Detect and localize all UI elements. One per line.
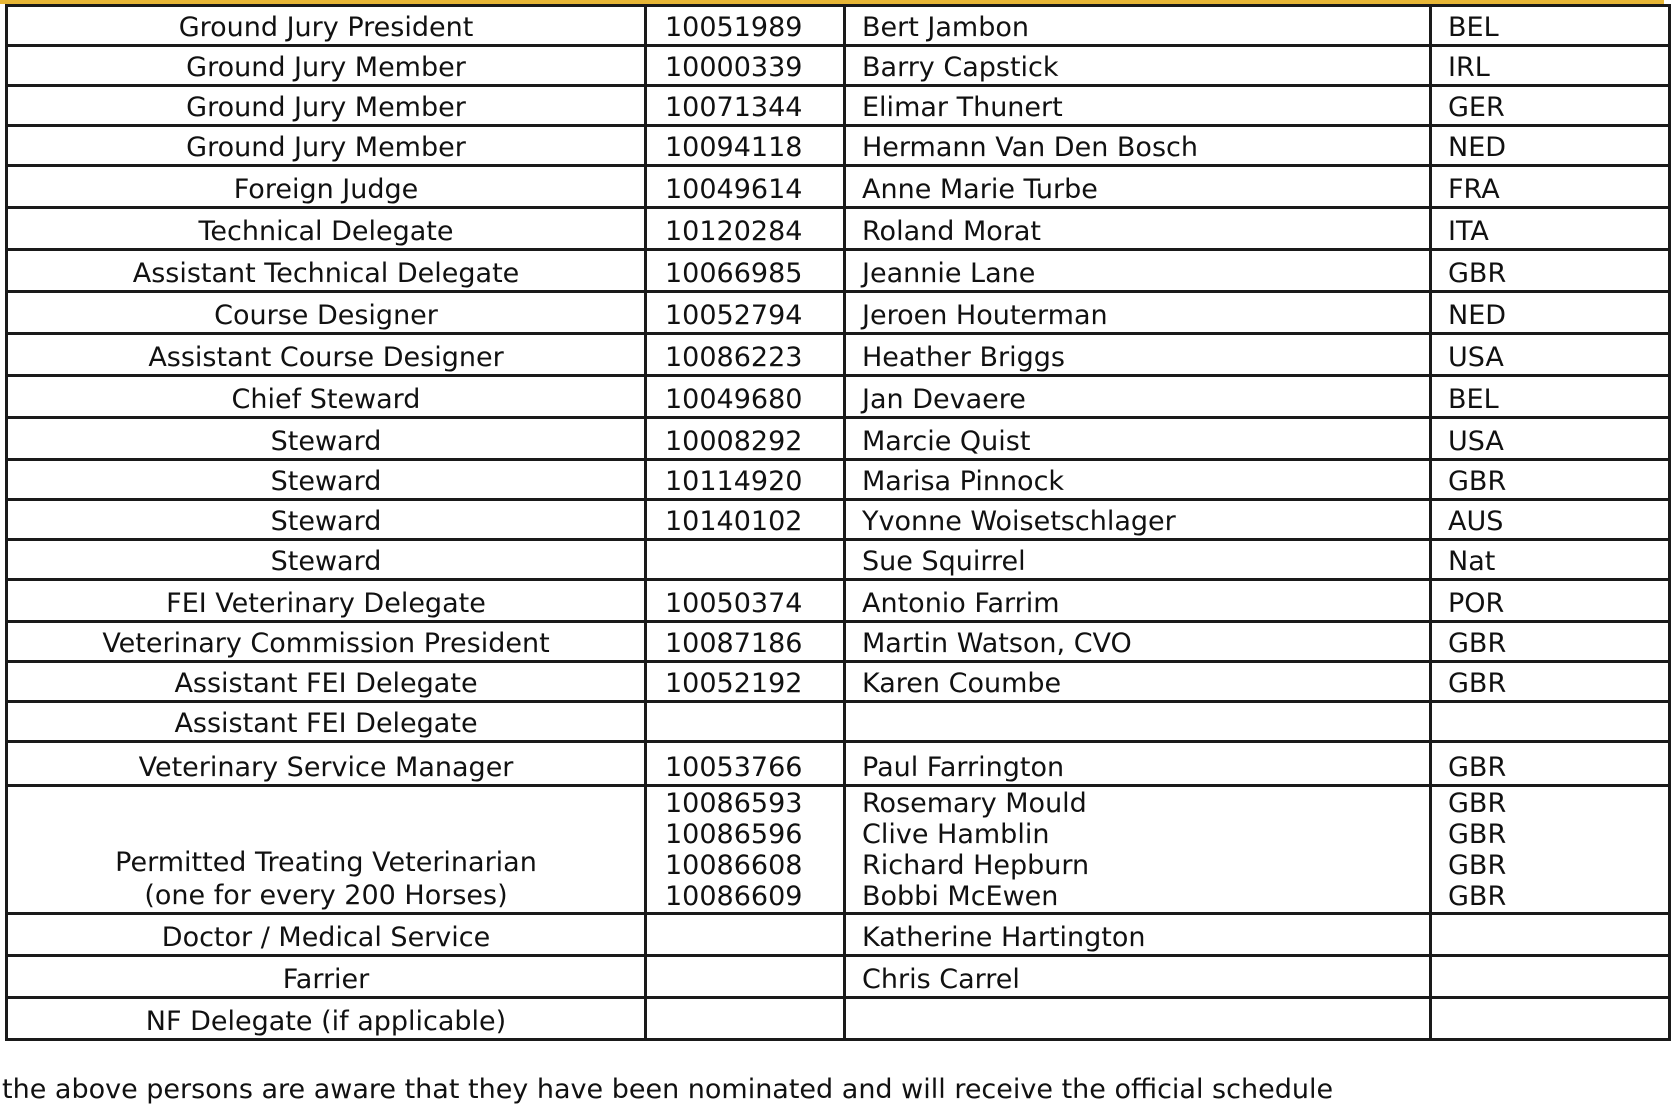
footnote-strip xyxy=(0,1074,1664,1105)
table-row xyxy=(7,998,1670,1040)
name-cell: Jeannie Lane xyxy=(845,250,1431,292)
nation-cell: USA xyxy=(1431,334,1670,376)
table-row xyxy=(7,86,1670,126)
name-cell: Roland Morat xyxy=(845,208,1431,250)
table-row xyxy=(7,702,1670,742)
fei-id-cell: 10000339 xyxy=(646,46,845,86)
table-row xyxy=(7,46,1670,86)
fei-id-cell: 10050374 xyxy=(646,580,845,622)
name-cell: Bert Jambon xyxy=(845,6,1431,46)
name-cell xyxy=(845,786,1431,914)
role-cell: Assistant FEI Delegate xyxy=(7,662,646,702)
table-row xyxy=(7,126,1670,166)
fei-id-cell: 10008292 xyxy=(646,418,845,460)
nation-cell: POR xyxy=(1431,580,1670,622)
fei-id-cell: 10120284 xyxy=(646,208,845,250)
nation-cell: GER xyxy=(1431,86,1670,126)
name-cell: Sue Squirrel xyxy=(845,540,1431,580)
fei-id-cell: 10094118 xyxy=(646,126,845,166)
nation: GBR xyxy=(1448,850,1507,881)
role-cell: Ground Jury President xyxy=(7,6,646,46)
role-cell: Chief Steward xyxy=(7,376,646,418)
officials-table xyxy=(5,4,1671,1041)
role-cell: Ground Jury Member xyxy=(7,86,646,126)
name-cell: Heather Briggs xyxy=(845,334,1431,376)
table-row xyxy=(7,208,1670,250)
fei-id-cell: 10066985 xyxy=(646,250,845,292)
table-row xyxy=(7,334,1670,376)
nation-cell: GBR xyxy=(1431,622,1670,662)
fei-id: 10086609 xyxy=(665,881,803,912)
nation-cell: GBR xyxy=(1431,662,1670,702)
table-row xyxy=(7,540,1670,580)
nation-cell: BEL xyxy=(1431,376,1670,418)
nation-cell: IRL xyxy=(1431,46,1670,86)
table-row xyxy=(7,500,1670,540)
nation-cell: USA xyxy=(1431,418,1670,460)
fei-id-cell: 10049680 xyxy=(646,376,845,418)
fei-id-cell xyxy=(646,702,845,742)
name: Rosemary Mould xyxy=(862,788,1087,819)
nation-cell: GBR xyxy=(1431,250,1670,292)
name-cell: Chris Carrel xyxy=(845,956,1431,998)
nation-cell: GBR xyxy=(1431,460,1670,500)
nation-cell xyxy=(1431,956,1670,998)
nation: GBR xyxy=(1448,788,1507,819)
role-cell: Veterinary Service Manager xyxy=(7,742,646,786)
nation-cell: Nat xyxy=(1431,540,1670,580)
nation-cell xyxy=(1431,998,1670,1040)
nation-cell: GBR xyxy=(1431,742,1670,786)
role-cell: Ground Jury Member xyxy=(7,46,646,86)
table-row xyxy=(7,250,1670,292)
fei-id-cell xyxy=(646,956,845,998)
fei-id-cell xyxy=(646,998,845,1040)
table-row xyxy=(7,166,1670,208)
name-cell: Yvonne Woisetschlager xyxy=(845,500,1431,540)
nation-cell: NED xyxy=(1431,292,1670,334)
name-cell: Katherine Hartington xyxy=(845,914,1431,956)
role-line: (one for every 200 Horses) xyxy=(144,880,508,911)
table-row xyxy=(7,418,1670,460)
name-cell xyxy=(845,998,1431,1040)
name-cell: Marcie Quist xyxy=(845,418,1431,460)
role-line: Permitted Treating Veterinarian xyxy=(115,847,537,878)
fei-id-cell: 10051989 xyxy=(646,6,845,46)
name-cell: Jeroen Houterman xyxy=(845,292,1431,334)
fei-id-cell: 10052794 xyxy=(646,292,845,334)
table-row xyxy=(7,460,1670,500)
table-row-treating-vets xyxy=(7,786,1670,914)
fei-id: 10086596 xyxy=(665,819,803,850)
fei-id-cell xyxy=(646,914,845,956)
role-cell: Assistant Technical Delegate xyxy=(7,250,646,292)
footnote-text: the above persons are aware that they have been nominated and will receive the official schedule xyxy=(2,1074,1334,1105)
role-cell: Steward xyxy=(7,460,646,500)
name-cell xyxy=(845,702,1431,742)
name-cell: Barry Capstick xyxy=(845,46,1431,86)
role-cell: Steward xyxy=(7,500,646,540)
nation-cell: BEL xyxy=(1431,6,1670,46)
table-row xyxy=(7,662,1670,702)
role-cell: Farrier xyxy=(7,956,646,998)
role-cell: Doctor / Medical Service xyxy=(7,914,646,956)
table-row xyxy=(7,6,1670,46)
fei-id-cell: 10140102 xyxy=(646,500,845,540)
fei-id-cell: 10086223 xyxy=(646,334,845,376)
fei-id-cell: 10071344 xyxy=(646,86,845,126)
fei-id-cell: 10049614 xyxy=(646,166,845,208)
nation-cell: AUS xyxy=(1431,500,1670,540)
table-row xyxy=(7,580,1670,622)
name-cell: Elimar Thunert xyxy=(845,86,1431,126)
table-row xyxy=(7,292,1670,334)
name-cell: Paul Farrington xyxy=(845,742,1431,786)
name: Richard Hepburn xyxy=(862,850,1090,881)
role-cell: Technical Delegate xyxy=(7,208,646,250)
role-cell: NF Delegate (if applicable) xyxy=(7,998,646,1040)
role-cell: Steward xyxy=(7,540,646,580)
nation-cell xyxy=(1431,914,1670,956)
name-cell: Antonio Farrim xyxy=(845,580,1431,622)
nation-cell: ITA xyxy=(1431,208,1670,250)
table-row xyxy=(7,914,1670,956)
role-cell: FEI Veterinary Delegate xyxy=(7,580,646,622)
name-cell: Karen Coumbe xyxy=(845,662,1431,702)
table-row xyxy=(7,956,1670,998)
fei-id-cell xyxy=(646,786,845,914)
role-cell: Assistant FEI Delegate xyxy=(7,702,646,742)
role-cell: Veterinary Commission President xyxy=(7,622,646,662)
name-cell: Anne Marie Turbe xyxy=(845,166,1431,208)
nation-cell: NED xyxy=(1431,126,1670,166)
role-cell: Course Designer xyxy=(7,292,646,334)
fei-id-cell xyxy=(646,540,845,580)
name: Bobbi McEwen xyxy=(862,881,1059,912)
nation-cell xyxy=(1431,786,1670,914)
fei-id-cell: 10052192 xyxy=(646,662,845,702)
name-cell: Jan Devaere xyxy=(845,376,1431,418)
name-cell: Martin Watson, CVO xyxy=(845,622,1431,662)
fei-id: 10086608 xyxy=(665,850,803,881)
role-cell: Steward xyxy=(7,418,646,460)
role-cell: Ground Jury Member xyxy=(7,126,646,166)
table-row xyxy=(7,376,1670,418)
name-cell: Marisa Pinnock xyxy=(845,460,1431,500)
table-row xyxy=(7,622,1670,662)
name: Clive Hamblin xyxy=(862,819,1050,850)
nation: GBR xyxy=(1448,819,1507,850)
role-cell: Foreign Judge xyxy=(7,166,646,208)
fei-id-cell: 10053766 xyxy=(646,742,845,786)
name-cell: Hermann Van Den Bosch xyxy=(845,126,1431,166)
fei-id: 10086593 xyxy=(665,788,803,819)
nation: GBR xyxy=(1448,881,1507,912)
nation-cell xyxy=(1431,702,1670,742)
role-cell: Assistant Course Designer xyxy=(7,334,646,376)
table-row xyxy=(7,742,1670,786)
role-cell xyxy=(7,786,646,914)
fei-id-cell: 10114920 xyxy=(646,460,845,500)
nation-cell: FRA xyxy=(1431,166,1670,208)
fei-id-cell: 10087186 xyxy=(646,622,845,662)
